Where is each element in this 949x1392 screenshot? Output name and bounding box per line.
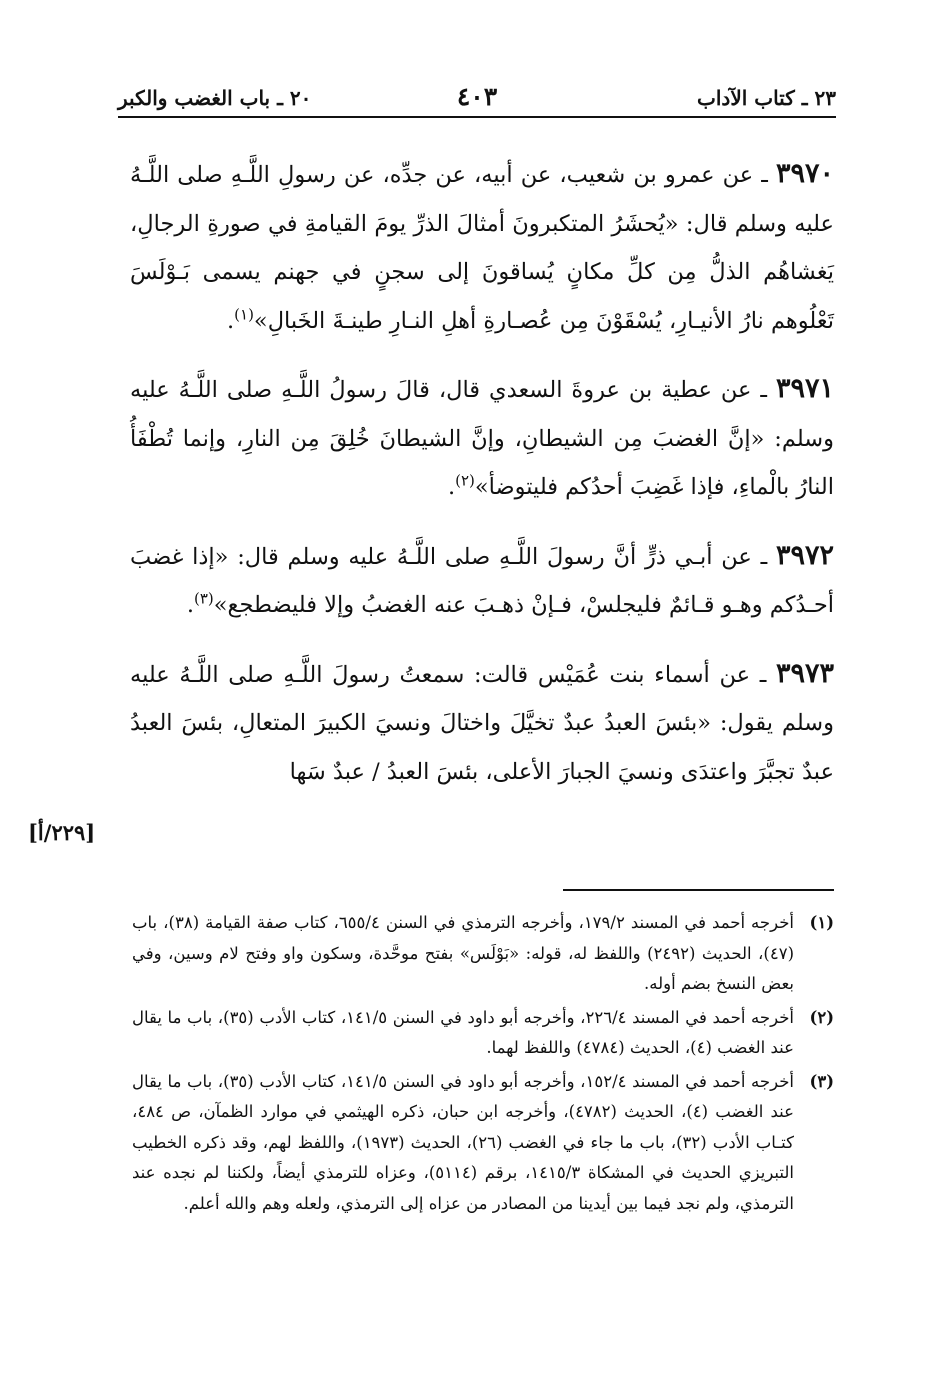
footnote-2 bbox=[132, 1003, 834, 1064]
hadith-text: ـ عن عمرو بن شعيب، عن أبيه، عن جدِّه، عن رسولِ اللَّـهِ صلى اللَّـهُ عليه وسلم قال: «يُحشَرُ المتكبرونَ أمثالَ الذرِّ يومَ القيامةِ في صورةِ الرجالِ، يَغشاهُم الذلُّ مِن كلِّ مكانٍ يُساقونَ إلى سجنٍ في جهنم يسمى بَـوْلَسَ تَعْلُوهم نارُ الأنيـارِ، يُسْقَوْنَ مِن عُصـارةِ أهلِ النـارِ طينـةَ الخَبالِ» bbox=[130, 162, 834, 334]
manuscript-folio-marker: [٢٢٩/أ] bbox=[28, 820, 96, 845]
header-page-number: ٤٠٣ bbox=[456, 82, 498, 111]
hadith-3973 bbox=[130, 650, 834, 797]
footnote-number: (٢) bbox=[809, 1007, 834, 1027]
footnote-text: أخرجه أحمد في المسند ٢٢٦/٤، وأخرجه أبو داود في السنن ١٤١/٥، كتاب الأدب (٣٥)، باب ما يقال عند الغضب (٤)، الحديث (٤٧٨٤) واللفظ لهما. bbox=[132, 1007, 794, 1057]
hadith-number: ٣٩٧١ bbox=[775, 373, 834, 404]
footnote-reference[interactable]: (١) bbox=[234, 305, 254, 323]
footnote-text: أخرجه أحمد في المسند ١٧٩/٢، وأخرجه الترمذي في السنن ٦٥٥/٤، كتاب صفة القيامة (٣٨)، باب (٤٧)، الحديث (٢٤٩٢) واللفظ له، قوله: «بَوْلَس» بفتح موحَّدة، وسكون واو وفتح لام وسين، وفي بعض النسخ بضم أوله. bbox=[132, 913, 794, 993]
footnote-separator bbox=[563, 889, 834, 891]
hadith-3972 bbox=[130, 532, 834, 630]
hadith-text-end: . bbox=[186, 592, 194, 618]
hadith-text-end: . bbox=[226, 307, 235, 334]
hadith-3970 bbox=[130, 150, 834, 345]
header-chapter-title: ٢٠ ـ باب الغضب والكبر bbox=[118, 86, 312, 110]
running-header bbox=[118, 82, 836, 118]
hadith-number: ٣٩٧٢ bbox=[775, 539, 834, 571]
footnote-number: (١) bbox=[809, 913, 834, 932]
footnote-1 bbox=[132, 908, 834, 1000]
hadith-text: ـ عن عطية بن عروةَ السعدي قال، قالَ رسولُ اللَّـهِ صلى اللَّـهُ عليه وسلم: «إنَّ الغضبَ مِن الشيطانِ، وإنَّ الشيطانَ خُلِقَ مِن النارِ، وإنما تُطْفَأُ النارُ بالْماءِ، فإذا غَضِبَ أحدُكم فليتوضأ» bbox=[130, 377, 834, 500]
footnote-reference[interactable]: (٢) bbox=[455, 471, 475, 490]
header-book-title: ٢٣ ـ كتاب الآداب bbox=[697, 86, 836, 110]
footnotes bbox=[132, 908, 834, 1222]
hadith-text: ـ عن أبـي ذرٍّ أنَّ رسولَ اللَّـهِ صلى اللَّـهُ عليه وسلم قال: «إذا غضبَ أحـدُكم وهـو قـائمٌ فليجلسْ، فـإنْ ذهـبَ عنه الغضبُ وإلا فليضطجع» bbox=[130, 543, 834, 618]
hadith-3971 bbox=[130, 365, 834, 512]
hadith-number: ٣٩٧٠ bbox=[775, 158, 834, 189]
footnote-text: أخرجه أحمد في المسند ١٥٢/٤، وأخرجه أبو داود في السنن ١٤١/٥، كتاب الأدب (٣٥)، باب ما يقال عند الغضب (٤)، الحديث (٤٧٨٢)، وأخرجه ابن حبان، ذكره الهيثمي في موارد الظمآن، ص ٤٨٤، كتـاب الأدب (٣٢)، باب ما جاء في الغضب (٢٦)، الحديث (١٩٧٣)، واللفظ لهم، وقد ذكره الخطيب التبريزي الحديث في المشكاة ١٤١٥/٣، برقم (٥١١٤)، وعزاه للترمذي أيضاً، ولكننا لم نجده عند الترمذي، ولم نجد فيما بين أيدينا من المصادر من عزاه إلى الترمذي، ولعله وهم والله أعلم. bbox=[132, 1071, 794, 1213]
footnote-3 bbox=[132, 1067, 834, 1220]
hadith-text-end: . bbox=[447, 474, 456, 500]
footnote-number: (٣) bbox=[809, 1071, 834, 1091]
footnote-reference[interactable]: (٣) bbox=[193, 589, 214, 608]
main-text bbox=[130, 150, 834, 816]
hadith-number: ٣٩٧٣ bbox=[775, 657, 834, 689]
hadith-text: ـ عن أسماء بنت عُمَيْس قالت: سمعتُ رسولَ اللَّـهِ صلى اللَّـهُ عليه وسلم يقول: «بئسَ العبدُ عبدٌ تخيَّلَ واختالَ ونسيَ الكبيرَ المتعالِ، بئسَ العبدُ عبدٌ تجبَّرَ واعتدَى ونسيَ الجبارَ الأعلى، بئسَ العبدُ / عبدٌ سَها bbox=[130, 661, 834, 785]
